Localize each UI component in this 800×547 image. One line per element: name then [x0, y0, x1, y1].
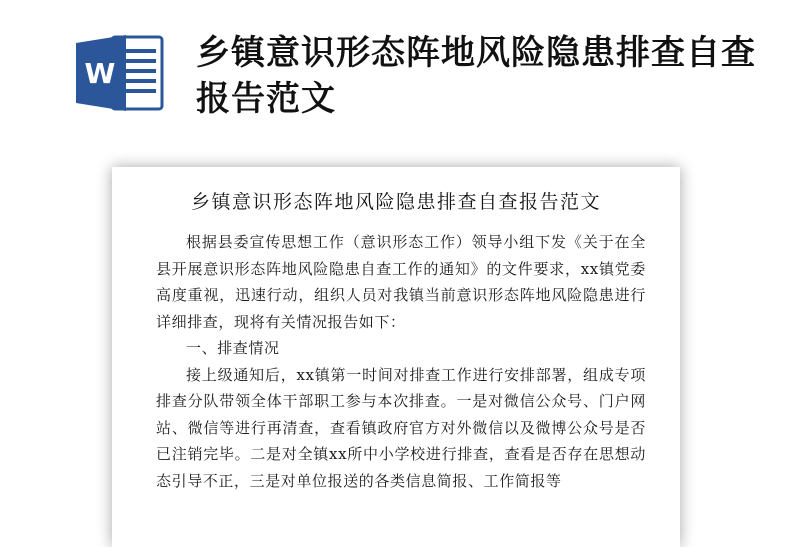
page-title: 乡镇意识形态阵地风险隐患排查自查报告范文	[196, 33, 756, 119]
word-document-icon	[76, 33, 164, 113]
document-page	[112, 167, 680, 547]
paragraph-intro: 根据县委宣传思想工作（意识形态工作）领导小组下发《关于在全县开展意识形态阵地风险隐患自查工作的通知》的文件要求，xx镇党委高度重视，迅速行动，组织人员对我镇当前意识形态阵地风险隐患进行详细排查，现将有关情况报告如下：	[156, 233, 646, 331]
word-icon-letter: W	[84, 57, 116, 90]
paragraph-details: 接上级通知后，xx镇第一时间对排查工作进行安排部署，组成专项排查分队带领全体干部职工参与本次排查。一是对微信公众号、门户网站、微信等进行再清查，查看镇政府官方对外微信以及微博公众号是否已注销完毕。二是对全镇xx所中小学校进行排查，查看是否存在思想动态引导不正，三是对单位报送的各类信息简报、工作简报等	[156, 365, 646, 490]
document-body	[156, 229, 646, 494]
document-title: 乡镇意识形态阵地风险隐患排查自查报告范文	[190, 191, 601, 213]
section-heading: 一、排查情况	[186, 339, 280, 357]
